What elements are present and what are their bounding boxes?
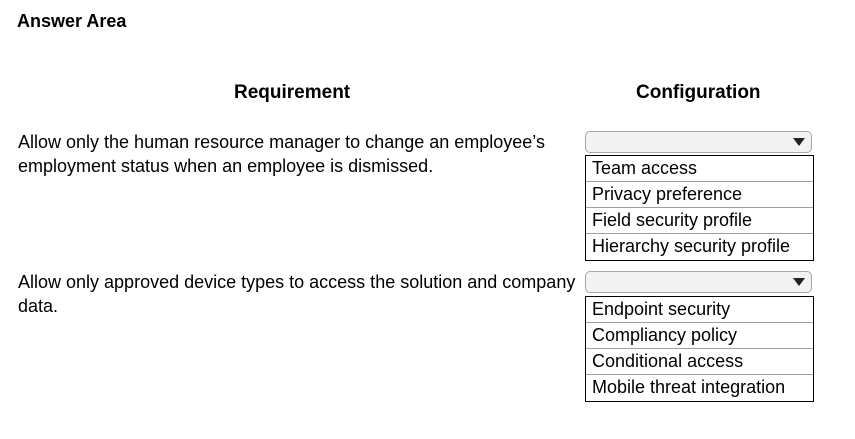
dropdown-options-list-1 — [585, 155, 814, 261]
requirement-header: Requirement — [234, 82, 351, 103]
chevron-down-icon — [793, 278, 805, 286]
requirement-text-2: Allow only approved device types to access the solution and company data. — [18, 272, 576, 316]
configuration-dropdown-2[interactable] — [585, 271, 812, 293]
option-team-access[interactable]: Team access — [586, 156, 813, 182]
option-mobile-threat-integration[interactable]: Mobile threat integration — [592, 377, 786, 397]
requirement-text-1: Allow only the human resource manager to change an employee’s employment status when an employee is dismissed. — [18, 132, 545, 176]
dropdown-options-list-2 — [585, 296, 814, 402]
configuration-header: Configuration — [636, 82, 761, 103]
configuration-dropdown-1[interactable] — [585, 131, 812, 153]
option-hierarchy-security-profile[interactable]: Hierarchy security profile — [592, 236, 791, 256]
option-endpoint-security[interactable]: Endpoint security — [586, 297, 813, 323]
chevron-down-icon — [793, 138, 805, 146]
option-field-security-profile[interactable]: Field security profile — [586, 208, 813, 234]
option-compliancy-policy[interactable]: Compliancy policy — [586, 323, 813, 349]
option-conditional-access[interactable]: Conditional access — [586, 349, 813, 375]
answer-area-title: Answer Area — [17, 11, 127, 31]
option-privacy-preference[interactable]: Privacy preference — [586, 182, 813, 208]
